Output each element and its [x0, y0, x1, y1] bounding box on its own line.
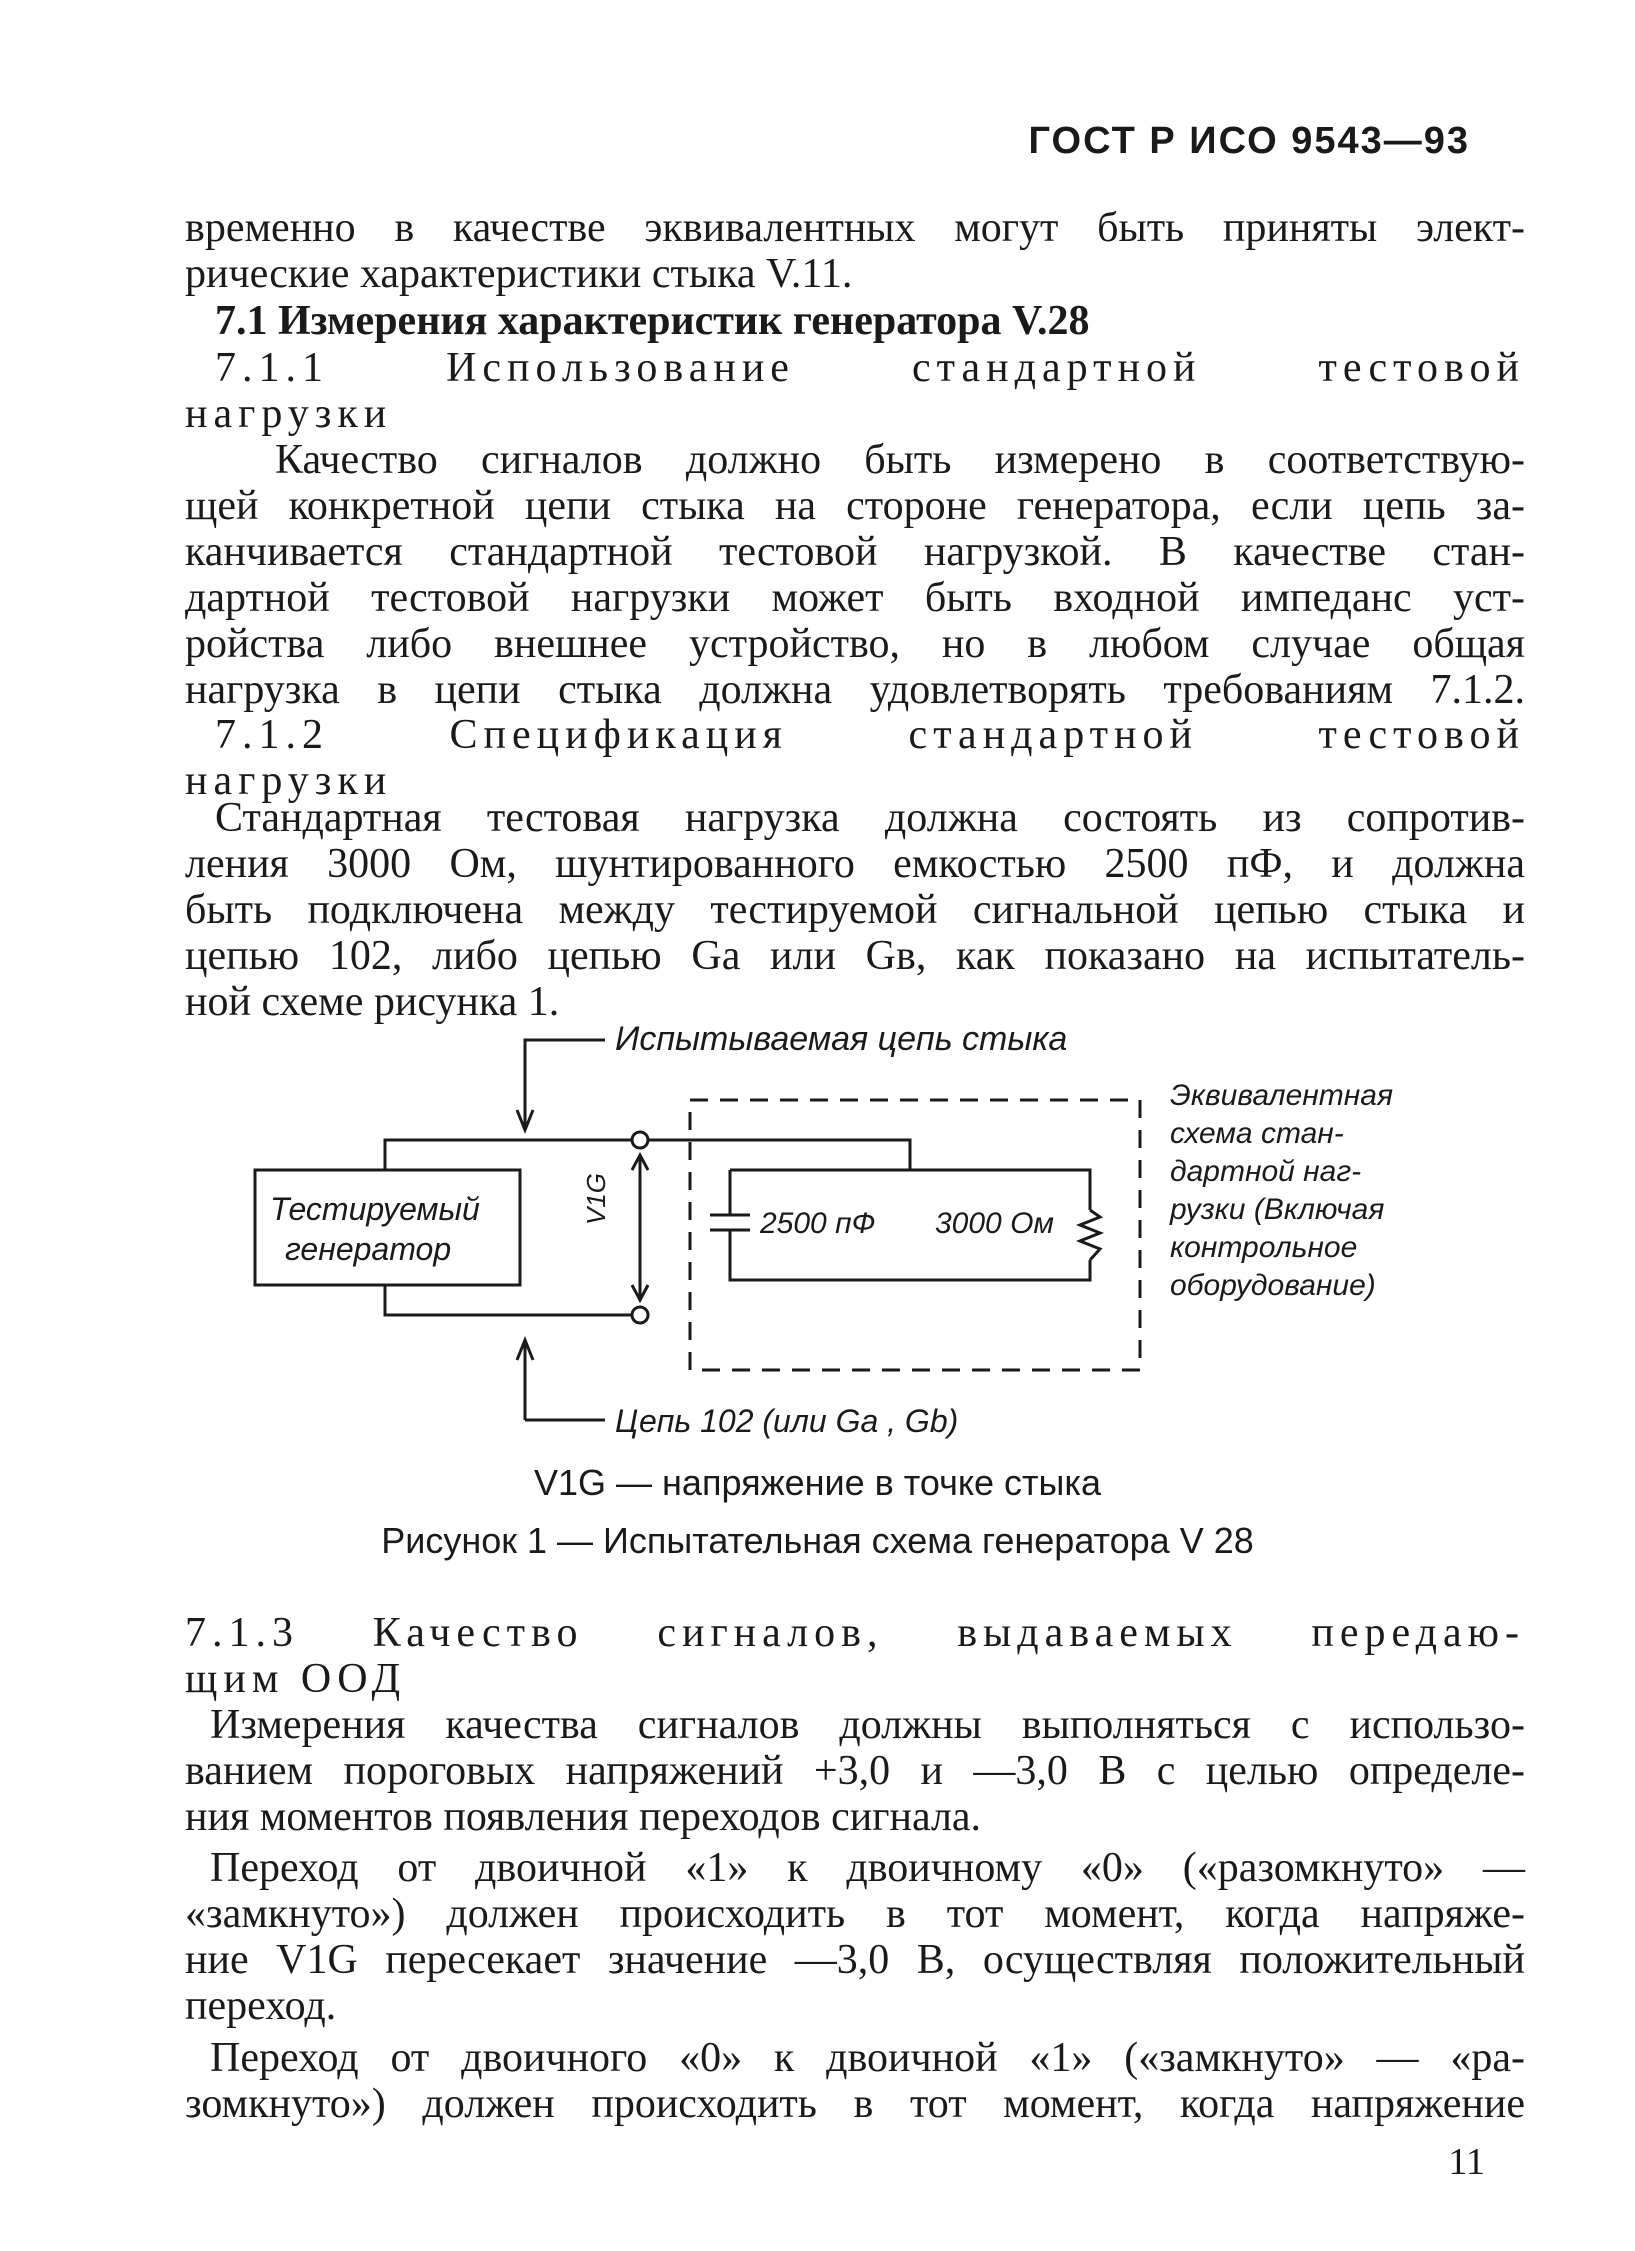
page-header: ГОСТ Р ИСО 9543—93 [1028, 120, 1470, 162]
text-line: быть подключена между тестируемой сигнальной цепью стыка и [185, 887, 1525, 933]
paragraph-7-1-1 [185, 437, 1525, 713]
equiv-label-line2: схема стан- [1170, 1117, 1344, 1150]
text-line: ления 3000 Ом, шунтированного емкостью 2500 пФ, и должна [185, 841, 1525, 887]
text-line: Переход от двоичного «0» к двоичной «1» («замкнуто» — «ра- [210, 2035, 1525, 2081]
text-line: ройства либо внешнее устройство, но в любом случае общая [185, 621, 1525, 667]
text-line: ванием пороговых напряжений +3,0 и —3,0 В с целью определе- [185, 1748, 1525, 1794]
text-line: 7.1.3 Качество сигналов, выдаваемых передаю- [185, 1610, 1525, 1656]
text-line: дартной тестовой нагрузки может быть входной импеданс уст- [185, 575, 1525, 621]
text-line: 7.1.1 Использование стандартной тестовой [215, 345, 1525, 391]
figure-legend: V1G — напряжение в точке стыка [534, 1462, 1101, 1503]
text-line: рические характеристики стыка V.11. [185, 251, 853, 297]
text-line: ной схеме рисунка 1. [185, 979, 560, 1025]
voltage-label: V1G [581, 1172, 611, 1225]
bottom-label: Цепь 102 (или Ga , Gb) [615, 1403, 959, 1439]
capacitor-label: 2500 пФ [760, 1207, 876, 1240]
equiv-label-line5: контрольное [1170, 1231, 1358, 1264]
equiv-label-line1: Эквивалентная [1170, 1079, 1393, 1112]
bottom-wire [385, 1285, 640, 1315]
text-line: канчивается стандартной тестовой нагрузкой. В качестве стан- [185, 529, 1525, 575]
text-line: Стандартная тестовая нагрузка должна состоять из сопротив- [215, 795, 1525, 841]
figure-caption: Рисунок 1 — Испытательная схема генератора V 28 [381, 1520, 1254, 1561]
paragraph-7-1-3 [185, 1702, 1525, 1840]
text-line: 7.1.2 Спецификация стандартной тестовой [215, 712, 1525, 758]
generator-label-line2: генератор [285, 1231, 452, 1267]
equiv-label-line6: оборудование) [1170, 1269, 1376, 1302]
paragraph-transition-0-1 [185, 2035, 1525, 2127]
equiv-label-line3: дартной наг- [1170, 1155, 1362, 1188]
equiv-label-line4: рузки (Включая [1170, 1193, 1385, 1226]
text-line: «замкнуто») должен происходить в тот момент, когда напряже- [185, 1891, 1525, 1937]
text-line: цепью 102, либо цепью Gа или Gв, как показано на испытатель- [185, 933, 1525, 979]
terminal-bottom [632, 1307, 648, 1323]
text-line: щим ООД [185, 1656, 407, 1702]
page-number: 11 [1448, 2141, 1485, 2183]
text-line: зомкнуто») должен происходить в тот момент, когда напряжение [185, 2081, 1525, 2127]
text-line: щей конкретной цепи стыка на стороне генератора, если цепь за- [185, 483, 1525, 529]
section-heading-7-1-2 [185, 712, 1525, 804]
paragraph-7-1-2 [185, 795, 1525, 1025]
text-line: ния моментов появления переходов сигнала. [185, 1794, 982, 1840]
figure-1-diagram [185, 1020, 1525, 1440]
load-top-wire [730, 1170, 1090, 1210]
text-line: временно в качестве эквивалентных могут быть приняты элект- [185, 205, 1525, 251]
text-line: нагрузка в цепи стыка должна удовлетворять требованиям 7.1.2. [185, 667, 1525, 713]
section-heading-7-1-1 [185, 345, 1525, 437]
text-line: нагрузки [185, 391, 393, 437]
terminal-top [632, 1132, 648, 1148]
text-line: ние V1G пересекает значение —3,0 В, осуществляя положительный [185, 1937, 1525, 1983]
generator-label-line1: Тестируемый [270, 1191, 480, 1227]
paragraph-transition-1-0 [185, 1845, 1525, 2029]
generator-box [255, 1170, 520, 1285]
top-label: Испытываемая цепь стыка [615, 1020, 1068, 1058]
section-heading-7-1: 7.1 Измерения характеристик генератора V.28 [215, 298, 1090, 344]
paragraph-intro [185, 205, 1525, 297]
top-label-leader [525, 1040, 605, 1070]
resistor-symbol [1080, 1210, 1100, 1260]
section-heading-7-1-3 [185, 1610, 1525, 1702]
text-line: переход. [185, 1983, 337, 2029]
text-line: Измерения качества сигналов должны выполняться с использо- [210, 1702, 1525, 1748]
circuit-diagram [185, 1020, 1525, 1440]
resistor-label: 3000 Ом [935, 1207, 1054, 1240]
text-line: Переход от двоичной «1» к двоичному «0» («разомкнуто» — [210, 1845, 1525, 1891]
text-line: нагрузки [185, 758, 393, 804]
text-line: Качество сигналов должно быть измерено в соответствую- [275, 437, 1525, 483]
